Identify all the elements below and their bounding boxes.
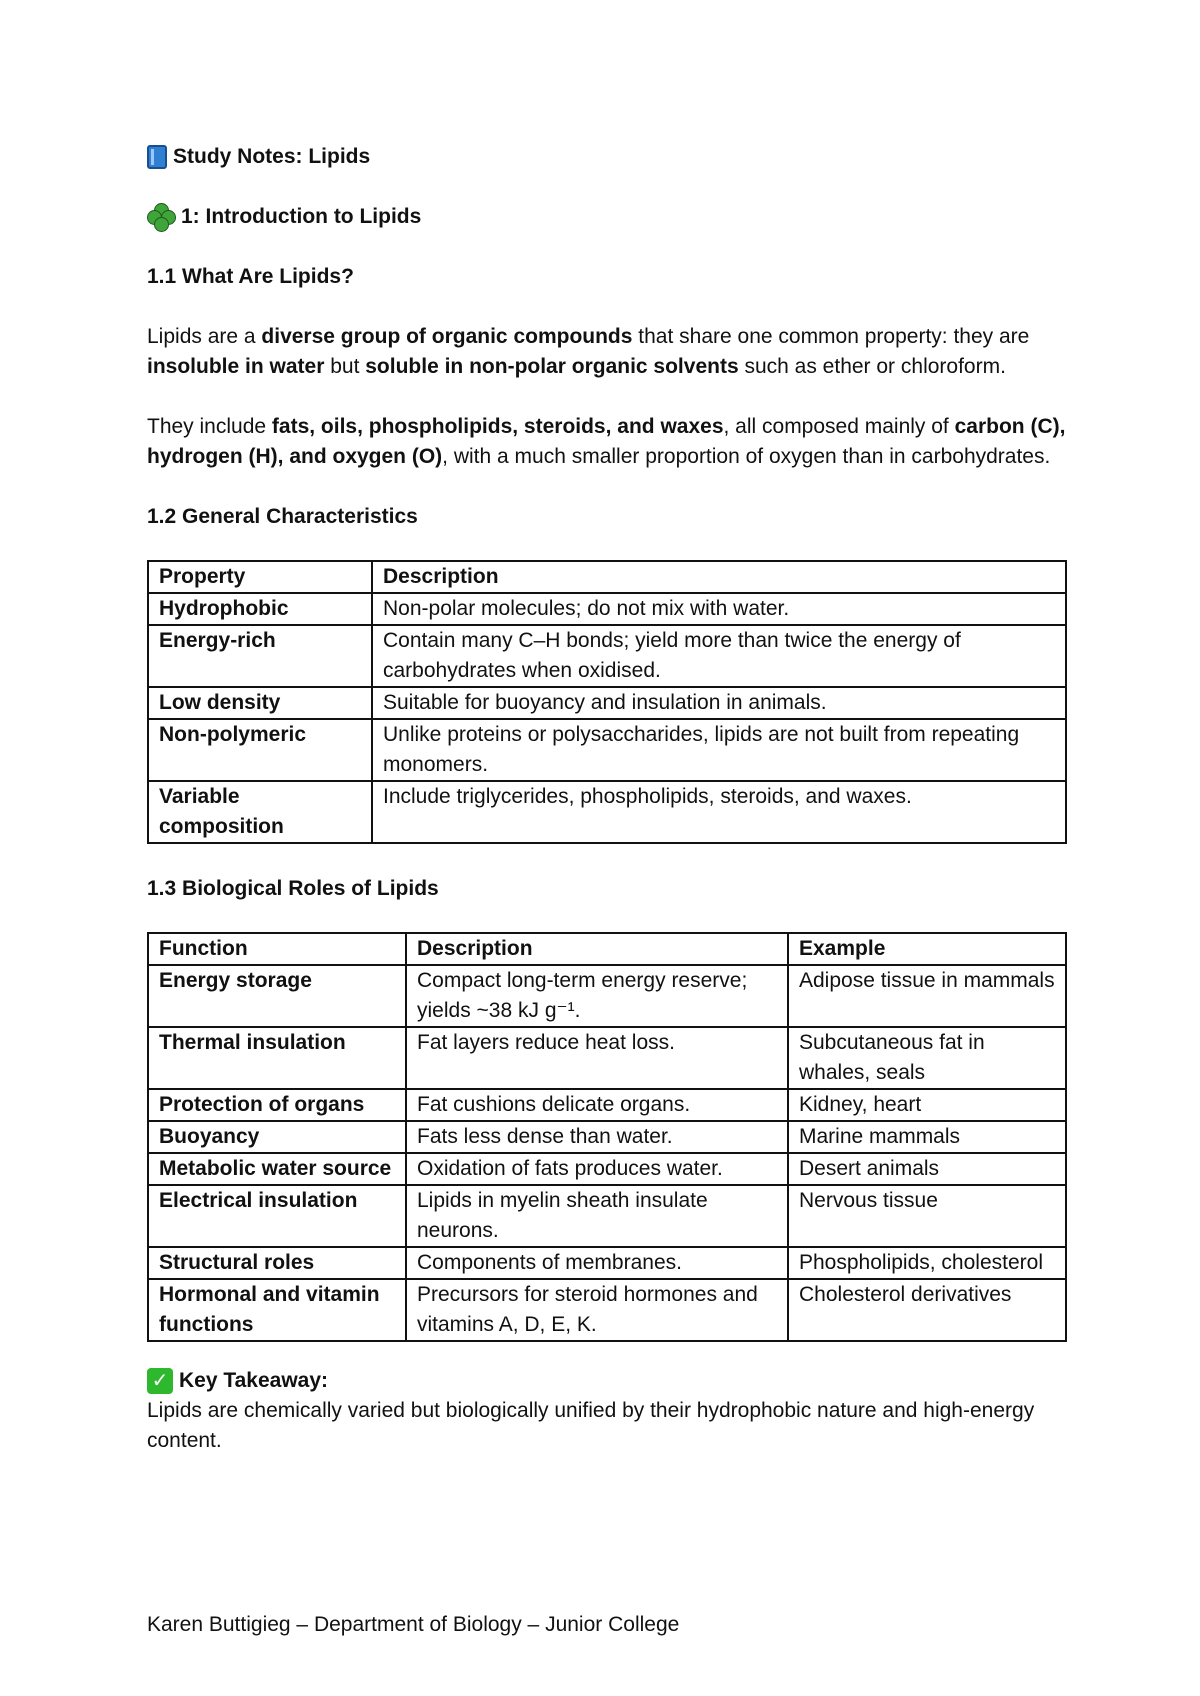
paragraph-what-are-lipids	[147, 322, 1067, 382]
description-cell: Lipids in myelin sheath insulate neurons.	[406, 1185, 788, 1247]
column-header: Property	[148, 561, 372, 593]
description-cell: Unlike proteins or polysaccharides, lipids are not built from repeating monomers.	[372, 719, 1066, 781]
table-row	[148, 625, 1066, 687]
bold-run: fats, oils, phospholipids, steroids, and waxes	[271, 415, 724, 438]
column-header: Function	[148, 933, 406, 965]
description-cell: Components of membranes.	[406, 1247, 788, 1279]
document-title	[147, 142, 1067, 172]
column-header: Description	[372, 561, 1066, 593]
column-header: Description	[406, 933, 788, 965]
table-row	[148, 1121, 1066, 1153]
characteristics-table	[147, 560, 1067, 844]
text-run: , all composed mainly of	[723, 415, 955, 438]
description-cell: Precursors for steroid hormones and vitamins A, D, E, K.	[406, 1279, 788, 1341]
description-cell: Include triglycerides, phospholipids, steroids, and waxes.	[372, 781, 1066, 843]
table-header-row	[148, 561, 1066, 593]
book-icon	[147, 145, 167, 169]
paragraph-lipid-types	[147, 412, 1067, 472]
text-run: but	[324, 355, 366, 378]
description-cell: Oxidation of fats produces water.	[406, 1153, 788, 1185]
text-run: They include	[147, 415, 272, 438]
table-row	[148, 965, 1066, 1027]
description-cell: Compact long-term energy reserve; yields ~38 kJ g⁻¹.	[406, 965, 788, 1027]
function-cell: Structural roles	[148, 1247, 406, 1279]
biological-roles-table	[147, 932, 1067, 1342]
table-row	[148, 1153, 1066, 1185]
description-cell: Fat cushions delicate organs.	[406, 1089, 788, 1121]
text-run: , with a much smaller proportion of oxygen than in carbohydrates.	[442, 445, 1051, 468]
description-cell: Non-polar molecules; do not mix with water.	[372, 593, 1066, 625]
property-cell: Energy-rich	[148, 625, 372, 687]
bold-run: carbon (C), hydrogen (H), and oxygen (O)	[147, 415, 1066, 468]
property-cell: Hydrophobic	[148, 593, 372, 625]
function-cell: Energy storage	[148, 965, 406, 1027]
table-row	[148, 1185, 1066, 1247]
table-row	[148, 687, 1066, 719]
description-cell: Suitable for buoyancy and insulation in animals.	[372, 687, 1066, 719]
bold-run: soluble in non-polar organic solvents	[365, 355, 739, 378]
key-takeaway-text: Lipids are chemically varied but biologically unified by their hydrophobic nature and high-energy content.	[147, 1399, 1035, 1452]
example-cell: Cholesterol derivatives	[788, 1279, 1066, 1341]
table-row	[148, 1027, 1066, 1089]
table-row	[148, 781, 1066, 843]
text-run: that share one common property: they are	[632, 325, 1030, 348]
text-run: such as ether or chloroform.	[738, 355, 1006, 378]
function-cell: Protection of organs	[148, 1089, 406, 1121]
check-icon: ✓	[147, 1368, 173, 1394]
section-1-heading-text: 1: Introduction to Lipids	[181, 205, 422, 228]
text-run: Lipids are a	[147, 325, 262, 348]
example-cell: Kidney, heart	[788, 1089, 1066, 1121]
property-cell: Non-polymeric	[148, 719, 372, 781]
example-cell: Marine mammals	[788, 1121, 1066, 1153]
example-cell: Phospholipids, cholesterol	[788, 1247, 1066, 1279]
example-cell: Desert animals	[788, 1153, 1066, 1185]
function-cell: Thermal insulation	[148, 1027, 406, 1089]
column-header: Example	[788, 933, 1066, 965]
function-cell: Metabolic water source	[148, 1153, 406, 1185]
example-cell: Nervous tissue	[788, 1185, 1066, 1247]
description-cell: Fats less dense than water.	[406, 1121, 788, 1153]
description-cell: Fat layers reduce heat loss.	[406, 1027, 788, 1089]
table-row	[148, 1247, 1066, 1279]
page-footer: Karen Buttigieg – Department of Biology – Junior College	[147, 1613, 680, 1636]
table-header-row	[148, 933, 1066, 965]
key-takeaway-label: Key Takeaway:	[179, 1369, 329, 1392]
property-cell: Low density	[148, 687, 372, 719]
title-text: Study Notes: Lipids	[173, 145, 371, 168]
bold-run: diverse group of organic compounds	[261, 325, 633, 348]
clover-icon	[147, 203, 175, 231]
function-cell: Buoyancy	[148, 1121, 406, 1153]
function-cell: Electrical insulation	[148, 1185, 406, 1247]
subsection-1-3-heading: 1.3 Biological Roles of Lipids	[147, 877, 439, 900]
description-cell: Contain many C–H bonds; yield more than twice the energy of carbohydrates when oxidised.	[372, 625, 1066, 687]
table-row	[148, 1089, 1066, 1121]
property-cell: Variable composition	[148, 781, 372, 843]
bold-run: insoluble in water	[147, 355, 325, 378]
table-row	[148, 719, 1066, 781]
table-row	[148, 1279, 1066, 1341]
example-cell: Adipose tissue in mammals	[788, 965, 1066, 1027]
subsection-1-1-heading: 1.1 What Are Lipids?	[147, 265, 354, 288]
key-takeaway-heading	[147, 1366, 1067, 1396]
table-row	[148, 593, 1066, 625]
subsection-1-2-heading: 1.2 General Characteristics	[147, 505, 418, 528]
function-cell: Hormonal and vitamin functions	[148, 1279, 406, 1341]
example-cell: Subcutaneous fat in whales, seals	[788, 1027, 1066, 1089]
section-1-heading	[147, 202, 1067, 232]
document-page	[147, 142, 1067, 1456]
